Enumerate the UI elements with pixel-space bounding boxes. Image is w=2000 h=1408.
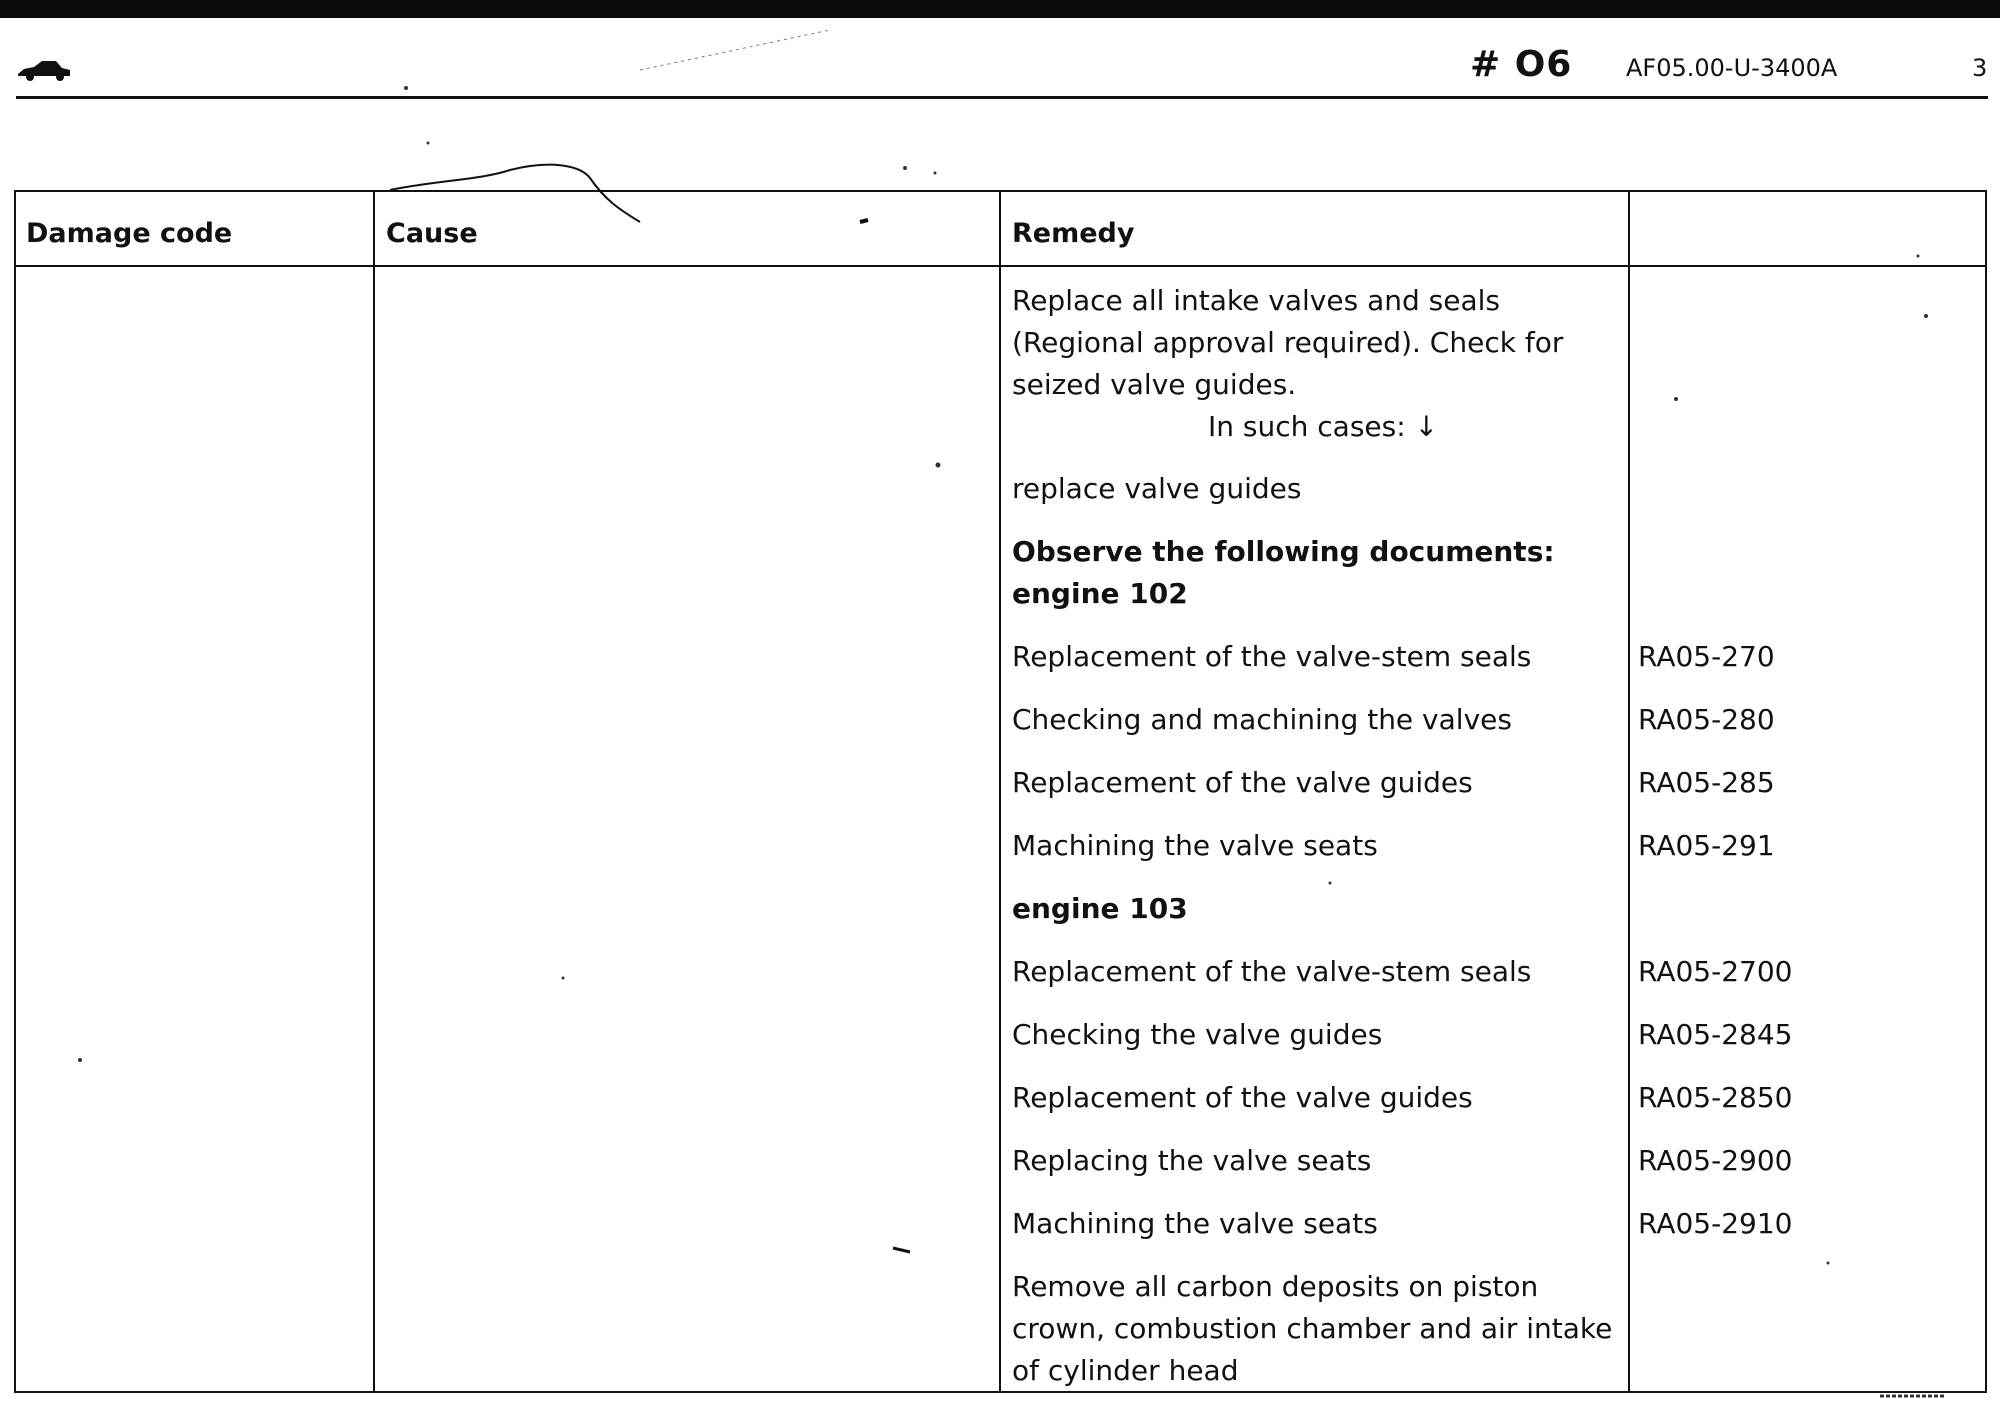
carbon-note-line: of cylinder head: [1012, 1354, 1239, 1387]
engine-103-ref: RA05-2850: [1638, 1081, 1793, 1114]
engine-103-task: Checking the valve guides: [1012, 1018, 1383, 1051]
replace-guides-text: replace valve guides: [1012, 472, 1302, 505]
page-number: 3: [1972, 54, 1988, 82]
remedy-intro-line: (Regional approval required). Check for: [1012, 326, 1564, 359]
remedy-intro-line: Replace all intake valves and seals: [1012, 284, 1500, 317]
column-divider: [373, 192, 375, 1391]
engine-102-ref: RA05-270: [1638, 640, 1775, 673]
top-black-band: [0, 0, 2000, 18]
engine-103-ref: RA05-2910: [1638, 1207, 1793, 1240]
engine-102-ref: RA05-285: [1638, 766, 1775, 799]
header-row-divider: [16, 265, 1985, 267]
engine-102-task: Machining the valve seats: [1012, 829, 1378, 862]
column-header-remedy: Remedy: [1012, 218, 1135, 249]
remedy-intro-line: seized valve guides.: [1012, 368, 1297, 401]
observe-documents-heading: Observe the following documents:: [1012, 535, 1555, 568]
engine-103-task: Replacing the valve seats: [1012, 1144, 1372, 1177]
engine-102-label: engine 102: [1012, 577, 1188, 610]
column-divider: [1628, 192, 1630, 1391]
engine-102-task: Replacement of the valve-stem seals: [1012, 640, 1532, 673]
page-header: [0, 18, 2000, 98]
engine-102-ref: RA05-291: [1638, 829, 1775, 862]
engine-103-task: Replacement of the valve guides: [1012, 1081, 1473, 1114]
engine-103-ref: RA05-2700: [1638, 955, 1793, 988]
column-header-damage-code: Damage code: [26, 218, 233, 249]
engine-102-task: Checking and machining the valves: [1012, 703, 1512, 736]
engine-103-label: engine 103: [1012, 892, 1188, 925]
remedy-intro: [1012, 280, 1563, 448]
header-rule: [16, 96, 1988, 99]
engine-103-task: Machining the valve seats: [1012, 1207, 1378, 1240]
column-header-cause: Cause: [386, 218, 478, 249]
section-number: # O6: [1470, 44, 1573, 85]
engine-103-ref: RA05-2845: [1638, 1018, 1793, 1051]
in-such-cases-note: In such cases: ↓: [1208, 410, 1439, 443]
carbon-note-line: crown, combustion chamber and air intake: [1012, 1312, 1613, 1345]
engine-103-task: Replacement of the valve-stem seals: [1012, 955, 1532, 988]
remedy-table: [14, 190, 1987, 1393]
corner-smudge: [1878, 1392, 1948, 1400]
carbon-deposits-note: [1012, 1266, 1612, 1392]
car-icon: [16, 58, 72, 82]
document-code: AF05.00-U-3400A: [1626, 54, 1838, 82]
column-divider: [999, 192, 1001, 1391]
engine-103-ref: RA05-2900: [1638, 1144, 1793, 1177]
carbon-note-line: Remove all carbon deposits on piston: [1012, 1270, 1539, 1303]
engine-102-task: Replacement of the valve guides: [1012, 766, 1473, 799]
engine-102-ref: RA05-280: [1638, 703, 1775, 736]
